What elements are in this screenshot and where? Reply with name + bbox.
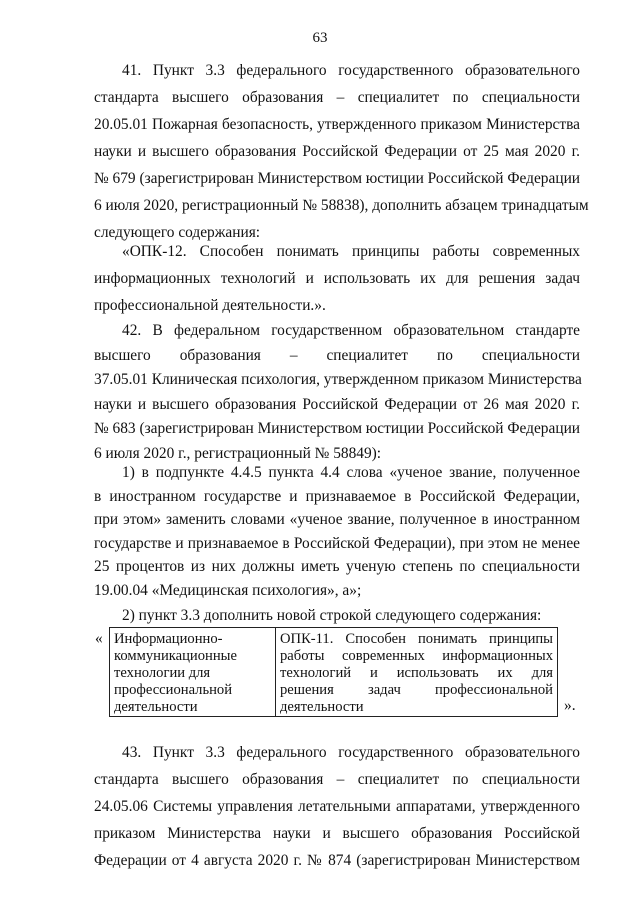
text-line: приказом Министерства науки и высшего образования Российской	[94, 825, 580, 842]
page-number: 63	[312, 30, 328, 46]
text-line: 37.05.01 Клиническая психология, утвержденном приказом Министерства	[94, 371, 582, 388]
cell-line: работы современных информационных	[280, 648, 553, 664]
cell-line: технологии для	[114, 665, 211, 681]
text-line: науки и высшего образования Российской Федерации от 25 мая 2020 г.	[94, 143, 580, 160]
text-line: 1) в подпункте 4.4.5 пункта 4.4 слова «ученое звание, полученное	[122, 464, 580, 481]
insert-table	[109, 627, 558, 717]
cell-line: ОПК-11. Способен понимать принципы	[280, 631, 553, 647]
subitem-2: 2) пункт 3.3 дополнить новой строкой следующего содержания:	[122, 607, 542, 624]
text-line: при этом» заменить словами «ученое звание, полученное в иностранном	[94, 511, 580, 528]
text-line: следующего содержания:	[94, 224, 261, 241]
cell-line: коммуникационные	[114, 648, 237, 664]
table-cell-category	[110, 628, 276, 716]
text-line: 25 процентов из них должны иметь ученую степень по специальности	[94, 558, 580, 575]
text-line: информационных технологий и использовать их для решения задач	[94, 270, 580, 287]
text-line: 6 июля 2020 г., регистрационный № 58849):	[94, 445, 382, 462]
table-cell-competency	[276, 628, 557, 716]
text-line: Федерации от 4 августа 2020 г. № 874 (зарегистрирован Министерством	[94, 852, 580, 869]
text-line: профессиональной деятельности.».	[94, 297, 326, 314]
text-line: стандарта высшего образования – специалитет по специальности	[94, 771, 580, 788]
text-line: 19.00.04 «Медицинская психология», а»;	[94, 582, 362, 599]
text-line: № 679 (зарегистрирован Министерством юстиции Российской Федерации	[94, 170, 581, 187]
cell-line: технологий и использовать их для	[280, 665, 553, 681]
cell-line: профессиональной	[114, 682, 233, 698]
text-line: в иностранном государстве и признаваемое в Российской Федерации,	[94, 488, 580, 505]
text-line: 42. В федеральном государственном образовательном стандарте	[122, 322, 580, 339]
text-line: «ОПК-12. Способен понимать принципы работы современных	[122, 243, 580, 260]
text-line: 20.05.01 Пожарная безопасность, утвержденного приказом Министерства	[94, 116, 580, 133]
cell-line: Информационно-	[114, 631, 223, 647]
cell-line: деятельности	[280, 699, 364, 715]
text-line: 43. Пункт 3.3 федерального государственного образовательного	[122, 744, 580, 761]
text-line: науки и высшего образования Российской Федерации от 26 мая 2020 г.	[94, 396, 580, 413]
text-line: стандарта высшего образования – специалитет по специальности	[94, 89, 580, 106]
text-line: 41. Пункт 3.3 федерального государственного образовательного	[122, 62, 580, 79]
text-line: 24.05.06 Системы управления летательными аппаратами, утвержденного	[94, 798, 580, 815]
text-line: 6 июля 2020, регистрационный № 58838), дополнить абзацем тринадцатым	[94, 197, 589, 214]
text-line: государстве и признаваемое в Российской Федерации), при этом не менее	[94, 535, 580, 552]
text-line: высшего образования – специалитет по специальности	[94, 347, 580, 364]
table-open-quote: «	[95, 630, 103, 647]
cell-line: решения задач профессиональной	[280, 682, 553, 698]
text-line: № 683 (зарегистрирован Министерством юстиции Российской Федерации	[94, 420, 581, 437]
cell-line: деятельности	[114, 699, 198, 715]
table-close-quote: ».	[564, 697, 576, 714]
